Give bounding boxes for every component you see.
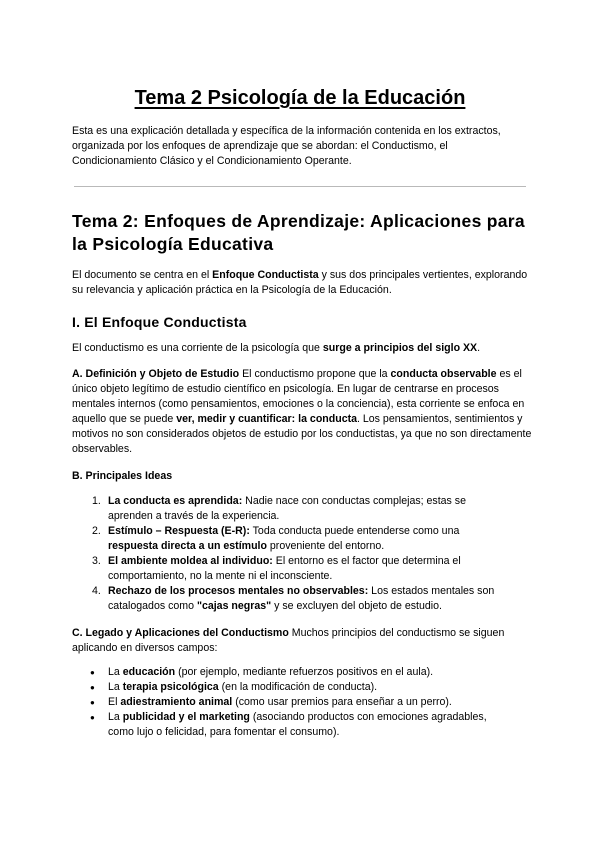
list-item-bold: adiestramiento animal: [120, 696, 233, 708]
list-item-bold: educación: [122, 666, 176, 678]
document-title: Tema 2 Psicología de la Educación: [134, 87, 466, 109]
list-item-bold: El ambiente moldea al individuo:: [108, 555, 273, 567]
list-item-body: Los estados mentales son catalogados como: [108, 585, 495, 612]
list-item-pre: La: [108, 666, 123, 678]
list-item-bold: publicidad y el marketing: [122, 711, 250, 723]
subsection-a-label: A. Definición y Objeto de Estudio: [72, 368, 240, 380]
list-item-body: Nadie nace con conductas complejas; estas se aprenden a través de la experiencia.: [108, 495, 466, 522]
list-item-text: [108, 680, 508, 695]
list-item-text: [108, 584, 508, 614]
section-heading-conductista: I. El Enfoque Conductista: [72, 314, 247, 330]
subsection-a-paragraph: [72, 367, 532, 457]
list-item-pre: La: [108, 681, 123, 693]
subsection-b-label: B. Principales Ideas: [72, 470, 173, 482]
overview-paragraph: [72, 268, 532, 298]
list-number: 4.: [92, 585, 101, 597]
list-number: 3.: [92, 555, 101, 567]
section-intro-paragraph: [72, 341, 532, 356]
horizontal-divider: [74, 186, 526, 187]
list-item-bold-2: "cajas negras": [196, 600, 272, 612]
list-number: 1.: [92, 495, 101, 507]
subsection-a-text-1: El conductismo propone que la: [239, 368, 391, 380]
list-item-body-2: proveniente del entorno.: [266, 540, 385, 552]
list-item-bold-2: respuesta directa a un estímulo: [108, 540, 267, 552]
list-item-pre: La: [108, 711, 123, 723]
list-item-body-2: y se excluyen del objeto de estudio.: [271, 600, 442, 612]
list-item-bold: terapia psicológica: [122, 681, 219, 693]
section-intro-text: El conductismo es una corriente de la psicología que: [72, 342, 323, 354]
list-item-bold: Estímulo – Respuesta (E-R):: [108, 525, 250, 537]
list-item-text: [108, 665, 508, 680]
list-number: 2.: [92, 525, 101, 537]
list-item-text: [108, 554, 508, 584]
list-item-body: (como usar premios para enseñar a un perro).: [232, 696, 452, 708]
section-intro-bold: surge a principios del siglo XX: [322, 342, 478, 354]
main-heading: Tema 2: Enfoques de Aprendizaje: Aplicaciones para la Psicología Educativa: [72, 211, 525, 254]
list-item-body: (por ejemplo, mediante refuerzos positivos en el aula).: [175, 666, 434, 678]
subsection-a-bold-2: ver, medir y cuantificar: la conducta: [176, 413, 358, 425]
list-item-pre: El: [108, 696, 121, 708]
list-item-bold: La conducta es aprendida:: [108, 495, 243, 507]
subsection-c-text: Muchos principios del conductismo se siguen aplicando en diversos campos:: [72, 627, 505, 654]
bullet-icon: ●: [90, 698, 95, 707]
bullet-icon: ●: [90, 683, 95, 692]
list-item-text: [108, 524, 508, 554]
bullet-icon: ●: [90, 713, 95, 722]
list-item-body: El entorno es el factor que determina el comportamiento, no la mente ni el inconsciente.: [108, 555, 461, 582]
list-item-bold: Rechazo de los procesos mentales no observables:: [108, 585, 369, 597]
subsection-c-label: C. Legado y Aplicaciones del Conductismo: [72, 627, 289, 639]
list-item-text: [108, 710, 508, 740]
subsection-a-text-3: . Los pensamientos, sentimientos y motivos no son considerados objetos de estudio por los conductistas, ya que no son directamente observables.: [72, 413, 532, 455]
list-item-text: [108, 695, 508, 710]
bullet-icon: ●: [90, 668, 95, 677]
list-item-text: [108, 494, 508, 524]
section-intro-end: .: [477, 342, 481, 354]
list-item-body: (asociando productos con emociones agradables, como lujo o felicidad, para fomentar el consumo).: [108, 711, 487, 738]
overview-text: El documento se centra en el: [72, 269, 213, 281]
list-item-body: (en la modificación de conducta).: [218, 681, 378, 693]
subsection-a-text-2: es el único objeto legítimo de estudio científico en psicología. En lugar de centrarse en procesos mentales internos (como pensamientos, emociones o la conciencia), esta corriente se enfoca en aquello que se puede: [72, 368, 525, 425]
overview-text-end: y sus dos principales vertientes, explorando su relevancia y aplicación práctica en la Psicología de la Educación.: [72, 269, 528, 296]
subsection-c-paragraph: [72, 626, 532, 656]
list-item-body: Toda conducta puede entenderse como una: [249, 525, 460, 537]
subsection-a-bold-1: conducta observable: [390, 368, 497, 380]
overview-bold: Enfoque Conductista: [212, 269, 319, 281]
intro-paragraph: Esta es una explicación detallada y específica de la información contenida en los extractos, organizada por los enfoques de aprendizaje que se abordan: el Conductismo, el Condicionamiento Clásico y el Condicionamiento Operante.: [72, 125, 501, 167]
